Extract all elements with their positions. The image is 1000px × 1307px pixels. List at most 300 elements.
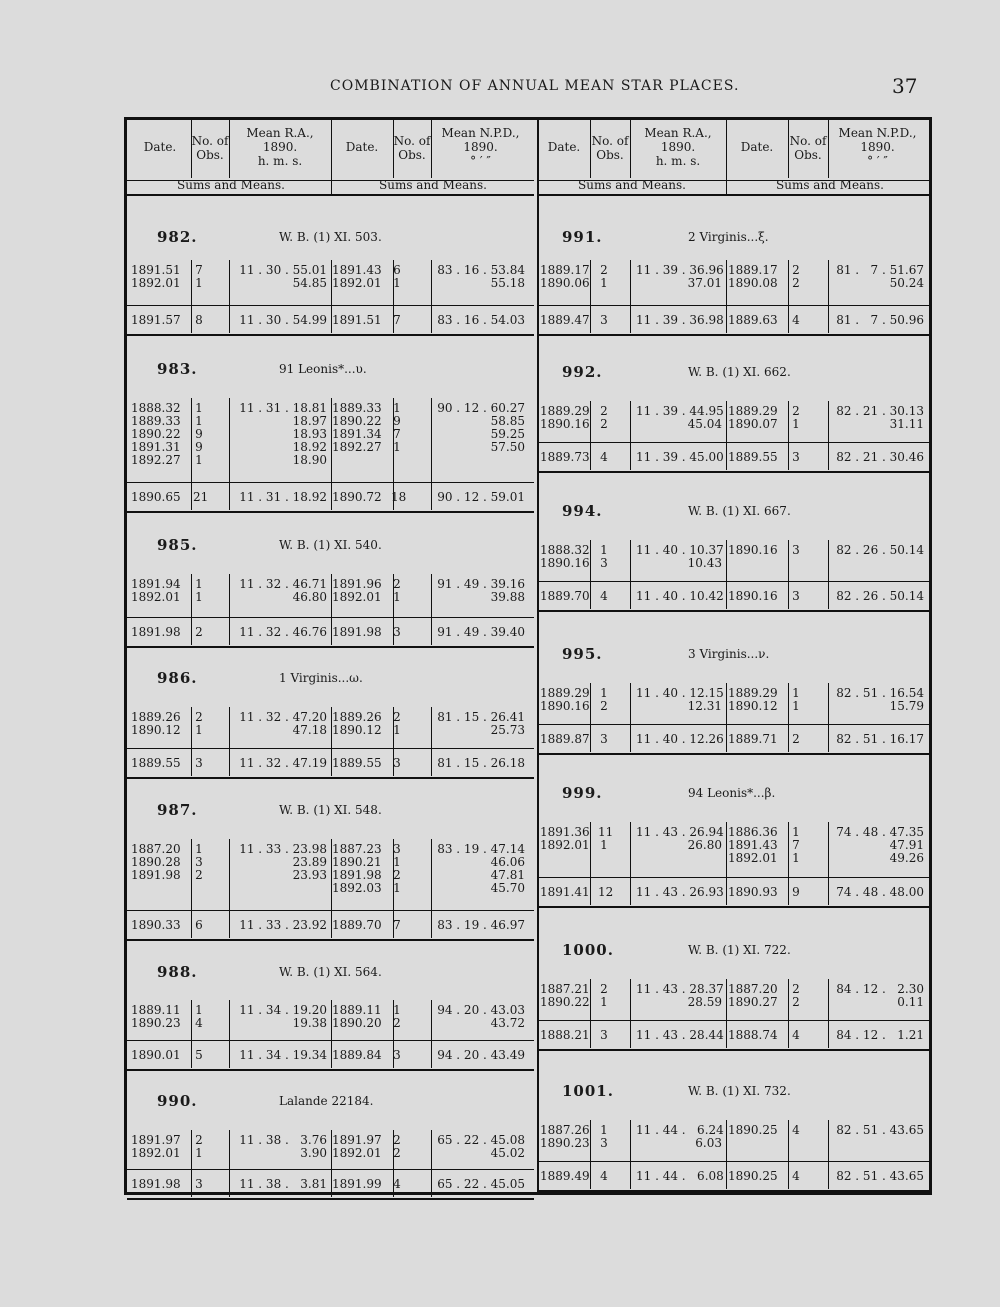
table-cell: 1889.29: [728, 404, 778, 418]
header-label: ° ′ ″: [470, 154, 491, 168]
table-cell: 1890.12: [131, 723, 181, 737]
table-cell: 1887.26: [540, 1123, 590, 1137]
table-cell: 7: [195, 263, 203, 277]
table-cell: 11 . 43 . 28.37: [636, 982, 724, 996]
table-cell: 1892.01: [332, 1146, 382, 1160]
header-label: Obs.: [398, 148, 426, 162]
mean-cell: 11 . 31 . 18.92: [239, 490, 327, 504]
table-cell: 1: [195, 723, 203, 737]
table-cell: 1891.97: [131, 1133, 181, 1147]
mean-cell: 11 . 39 . 36.98: [636, 313, 724, 327]
mean-cell: 12: [598, 885, 614, 899]
table-cell: 1887.20: [728, 982, 778, 996]
mean-cell: 11 . 39 . 45.00: [636, 450, 724, 464]
star-name: W. B. (1) XI. 503.: [279, 230, 382, 244]
table-cell: 82 . 21 . 30.13: [836, 404, 924, 418]
mean-cell: 83 . 19 . 46.97: [437, 918, 525, 932]
header-cell: [788, 120, 828, 178]
star-name: W. B. (1) XI. 667.: [688, 504, 791, 518]
mean-cell: 1891.98: [131, 1177, 181, 1191]
header-cell: [828, 120, 927, 178]
table-cell: 1: [393, 881, 401, 895]
mean-cell: 1889.70: [540, 589, 590, 603]
mean-cell: 94 . 20 . 43.49: [437, 1048, 525, 1062]
table-cell: 1890.12: [332, 723, 382, 737]
mean-cell: 11 . 34 . 19.34: [239, 1048, 327, 1062]
mean-cell: 1889.73: [540, 450, 590, 464]
mean-row: [127, 910, 534, 941]
mean-row: [538, 877, 929, 908]
table-cell: 54.85: [292, 276, 327, 290]
table-cell: 1890.21: [332, 855, 382, 869]
table-cell: 2: [792, 995, 800, 1009]
table-cell: 6: [393, 263, 401, 277]
table-cell: 1890.22: [540, 995, 590, 1009]
header-cell: [393, 120, 431, 178]
table-cell: 55.18: [490, 276, 525, 290]
table-cell: 1891.43: [728, 838, 778, 852]
table-cell: 26.80: [687, 838, 722, 852]
table-cell: 1891.36: [540, 825, 590, 839]
table-cell: 2: [600, 982, 608, 996]
table-cell: 3: [195, 855, 203, 869]
mean-row: [127, 1169, 534, 1200]
table-cell: 2: [393, 1133, 401, 1147]
star-name: W. B. (1) XI. 662.: [688, 365, 791, 379]
table-cell: 11: [598, 825, 614, 839]
table-cell: 11 . 43 . 26.94: [636, 825, 724, 839]
mean-cell: 7: [393, 918, 401, 932]
table-cell: 91 . 49 . 39.16: [437, 577, 525, 591]
mean-row: [538, 724, 929, 755]
table-cell: 1889.29: [540, 404, 590, 418]
mean-cell: 11 . 33 . 23.92: [239, 918, 327, 932]
table-cell: 1: [393, 401, 401, 415]
mean-row: [538, 305, 929, 336]
table-cell: 1: [195, 401, 203, 415]
table-cell: 1: [600, 838, 608, 852]
header-label: No. of: [591, 134, 629, 148]
mean-row: [127, 482, 534, 513]
table-cell: 58.85: [490, 414, 525, 428]
observation-rows: [538, 979, 929, 1013]
table-cell: 81 . 7 . 51.67: [836, 263, 924, 277]
column-header: [127, 120, 534, 181]
mean-row: [127, 617, 534, 648]
mean-cell: 7: [393, 313, 401, 327]
mean-cell: 11 . 32 . 47.19: [239, 756, 327, 770]
table-cell: 82 . 51 . 43.65: [836, 1123, 924, 1137]
header-label: Obs.: [196, 148, 224, 162]
header-label: 1890.: [262, 140, 298, 154]
mean-cell: 82 . 51 . 16.17: [836, 732, 924, 746]
mean-cell: 4: [393, 1177, 401, 1191]
header-label: No. of: [393, 134, 431, 148]
mean-cell: 82 . 51 . 43.65: [836, 1169, 924, 1183]
table-cell: 47.91: [889, 838, 924, 852]
table-cell: 46.80: [292, 590, 327, 604]
table-cell: 1: [195, 577, 203, 591]
table-cell: 90 . 12 . 60.27: [437, 401, 525, 415]
table-cell: 45.70: [490, 881, 525, 895]
mean-cell: 21: [193, 490, 209, 504]
star-number: 986.: [157, 669, 198, 687]
mean-cell: 4: [600, 450, 608, 464]
observation-rows: [538, 1120, 929, 1154]
mean-cell: 18: [391, 490, 407, 504]
mean-row: [538, 581, 929, 612]
mean-cell: 74 . 48 . 48.00: [836, 885, 924, 899]
table-cell: 15.79: [889, 699, 924, 713]
observation-rows: [538, 401, 929, 435]
table-cell: 11 . 38 . 3.76: [239, 1133, 327, 1147]
table-cell: 1890.22: [131, 427, 181, 441]
table-cell: 31.11: [889, 417, 924, 431]
sums-rule: [726, 178, 727, 194]
table-cell: 59.25: [490, 427, 525, 441]
sums-and-means-row: [538, 178, 929, 196]
table-cell: 23.89: [292, 855, 327, 869]
mean-cell: 11 . 43 . 26.93: [636, 885, 724, 899]
mean-cell: 5: [195, 1048, 203, 1062]
mean-cell: 1890.72: [332, 490, 382, 504]
table-cell: 1892.27: [131, 453, 181, 467]
table-cell: 94 . 20 . 43.03: [437, 1003, 525, 1017]
header-label: ° ′ ″: [867, 154, 888, 168]
mean-cell: 4: [600, 589, 608, 603]
mean-cell: 6: [195, 918, 203, 932]
table-cell: 1891.96: [332, 577, 382, 591]
table-cell: 43.72: [490, 1016, 525, 1030]
mean-cell: 82 . 21 . 30.46: [836, 450, 924, 464]
table-cell: 1890.20: [332, 1016, 382, 1030]
header-rule: [393, 120, 394, 178]
table-cell: 1886.36: [728, 825, 778, 839]
header-cell: [630, 120, 726, 178]
table-cell: 11 . 40 . 12.15: [636, 686, 724, 700]
mean-cell: 11 . 44 . 6.08: [636, 1169, 724, 1183]
table-cell: 7: [393, 427, 401, 441]
mean-row: [538, 442, 929, 473]
star-name: 94 Leonis*...β.: [688, 786, 776, 800]
table-cell: 84 . 12 . 2.30: [836, 982, 924, 996]
table-cell: 1: [792, 699, 800, 713]
table-cell: 1888.32: [131, 401, 181, 415]
table-cell: 2: [792, 404, 800, 418]
star-name: W. B. (1) XI. 732.: [688, 1084, 791, 1098]
mean-cell: 1890.33: [131, 918, 181, 932]
table-cell: 7: [792, 838, 800, 852]
table-cell: 23.93: [292, 868, 327, 882]
table-cell: 1889.11: [332, 1003, 382, 1017]
table-cell: 1889.11: [131, 1003, 181, 1017]
table-cell: 12.31: [687, 699, 722, 713]
mean-cell: 1890.01: [131, 1048, 181, 1062]
table-cell: 37.01: [687, 276, 722, 290]
header-cell: [538, 120, 590, 178]
table-cell: 18.92: [292, 440, 327, 454]
header-label: Date.: [547, 140, 581, 154]
header-rule: [726, 120, 727, 178]
star-name: W. B. (1) XI. 540.: [279, 538, 382, 552]
star-number: 988.: [157, 963, 198, 981]
header-cell: [191, 120, 229, 178]
table-cell: 47.81: [490, 868, 525, 882]
table-cell: 1892.01: [332, 590, 382, 604]
table-cell: 1890.16: [540, 699, 590, 713]
table-cell: 81 . 15 . 26.41: [437, 710, 525, 724]
mean-row: [538, 1161, 929, 1192]
mean-cell: 1891.99: [332, 1177, 382, 1191]
header-rule: [431, 120, 432, 178]
header-cell: [129, 120, 191, 178]
star-name: 3 Virginis...ν.: [688, 647, 770, 661]
table-cell: 2: [393, 1016, 401, 1030]
observation-rows: [538, 260, 929, 294]
table-cell: 28.59: [687, 995, 722, 1009]
mean-cell: 4: [792, 1028, 800, 1042]
table-cell: 1890.22: [332, 414, 382, 428]
mean-cell: 2: [792, 732, 800, 746]
table-cell: 1892.01: [728, 851, 778, 865]
left-half: [127, 120, 534, 1192]
table-cell: 4: [195, 1016, 203, 1030]
table-cell: 1: [393, 590, 401, 604]
table-cell: 74 . 48 . 47.35: [836, 825, 924, 839]
header-label: No. of: [191, 134, 229, 148]
mean-cell: 8: [195, 313, 203, 327]
mean-cell: 1889.55: [332, 756, 382, 770]
right-half: [538, 120, 929, 1192]
star-name: Lalande 22184.: [279, 1094, 374, 1108]
table-cell: 11 . 30 . 55.01: [239, 263, 327, 277]
star-number: 1001.: [562, 1082, 614, 1100]
mean-cell: 1891.51: [332, 313, 382, 327]
table-cell: 9: [195, 427, 203, 441]
header-cell: [726, 120, 788, 178]
table-cell: 2: [195, 868, 203, 882]
table-cell: 1888.32: [540, 543, 590, 557]
table-cell: 11 . 31 . 18.81: [239, 401, 327, 415]
mean-cell: 81 . 7 . 50.96: [836, 313, 924, 327]
mean-cell: 90 . 12 . 59.01: [437, 490, 525, 504]
header-rule: [630, 120, 631, 178]
header-label: Obs.: [596, 148, 624, 162]
table-cell: 1889.33: [131, 414, 181, 428]
table-cell: 1889.17: [540, 263, 590, 277]
mean-row: [127, 748, 534, 779]
header-rule: [828, 120, 829, 178]
table-cell: 46.06: [490, 855, 525, 869]
table-cell: 1: [600, 995, 608, 1009]
table-cell: 1891.34: [332, 427, 382, 441]
table-cell: 1887.21: [540, 982, 590, 996]
table-cell: 1890.23: [131, 1016, 181, 1030]
mean-cell: 11 . 30 . 54.99: [239, 313, 327, 327]
table-cell: 45.04: [687, 417, 722, 431]
header-label: h. m. s.: [257, 154, 303, 168]
mean-cell: 84 . 12 . 1.21: [836, 1028, 924, 1042]
header-label: 1890.: [860, 140, 895, 154]
header-label: 1890.: [463, 140, 498, 154]
table-cell: 1891.97: [332, 1133, 382, 1147]
table-cell: 9: [393, 414, 401, 428]
table-frame: [124, 117, 932, 1195]
table-cell: 1890.07: [728, 417, 778, 431]
mean-cell: 81 . 15 . 26.18: [437, 756, 525, 770]
table-cell: 1: [792, 851, 800, 865]
mean-cell: 11 . 38 . 3.81: [239, 1177, 327, 1191]
mean-cell: 2: [195, 625, 203, 639]
table-cell: 11 . 40 . 10.37: [636, 543, 724, 557]
mean-cell: 1890.65: [131, 490, 181, 504]
table-cell: 2: [792, 263, 800, 277]
table-cell: 2: [393, 868, 401, 882]
mean-cell: 3: [195, 756, 203, 770]
table-cell: 11 . 44 . 6.24: [636, 1123, 724, 1137]
sums-label: Sums and Means.: [177, 178, 285, 192]
table-cell: 2: [195, 710, 203, 724]
mean-cell: 3: [792, 589, 800, 603]
table-cell: 1891.31: [131, 440, 181, 454]
table-cell: 1: [393, 276, 401, 290]
mean-cell: 1891.98: [332, 625, 382, 639]
table-cell: 1890.25: [728, 1123, 778, 1137]
star-number: 994.: [562, 502, 603, 520]
table-cell: 1: [195, 842, 203, 856]
star-number: 982.: [157, 228, 198, 246]
table-cell: 39.88: [490, 590, 525, 604]
table-cell: 4: [792, 1123, 800, 1137]
table-cell: 10.43: [687, 556, 722, 570]
table-cell: 3: [792, 543, 800, 557]
table-cell: 1887.23: [332, 842, 382, 856]
table-cell: 3: [393, 842, 401, 856]
table-cell: 1: [792, 417, 800, 431]
mean-cell: 82 . 26 . 50.14: [836, 589, 924, 603]
sums-label: Sums and Means.: [379, 178, 487, 192]
table-cell: 2: [600, 699, 608, 713]
table-cell: 11 . 33 . 23.98: [239, 842, 327, 856]
mean-cell: 1890.93: [728, 885, 778, 899]
table-cell: 1: [195, 1003, 203, 1017]
table-cell: 1892.01: [131, 590, 181, 604]
table-cell: 45.02: [490, 1146, 525, 1160]
star-number: 990.: [157, 1092, 198, 1110]
table-cell: 1889.17: [728, 263, 778, 277]
table-cell: 3.90: [300, 1146, 327, 1160]
header-cell: [229, 120, 331, 178]
table-cell: 1892.01: [332, 276, 382, 290]
header-rule: [331, 120, 332, 178]
mean-cell: 3: [600, 313, 608, 327]
table-cell: 9: [195, 440, 203, 454]
star-name: 1 Virginis...ω.: [279, 671, 363, 685]
mean-cell: 1889.55: [131, 756, 181, 770]
observation-rows: [538, 822, 929, 869]
star-number: 991.: [562, 228, 603, 246]
header-label: h. m. s.: [655, 154, 701, 168]
mean-cell: 65 . 22 . 45.05: [437, 1177, 525, 1191]
mean-cell: 3: [393, 756, 401, 770]
table-cell: 1: [600, 543, 608, 557]
table-cell: 18.90: [292, 453, 327, 467]
mean-cell: 1889.47: [540, 313, 590, 327]
mean-cell: 11 . 43 . 28.44: [636, 1028, 724, 1042]
table-cell: 50.24: [889, 276, 924, 290]
mean-cell: 1888.21: [540, 1028, 590, 1042]
star-name: W. B. (1) XI. 722.: [688, 943, 791, 957]
mean-cell: 83 . 16 . 54.03: [437, 313, 525, 327]
star-name: W. B. (1) XI. 564.: [279, 965, 382, 979]
mean-cell: 1889.55: [728, 450, 778, 464]
table-cell: 1: [195, 1146, 203, 1160]
table-cell: 49.26: [889, 851, 924, 865]
mean-cell: 11 . 32 . 46.76: [239, 625, 327, 639]
mean-cell: 1889.70: [332, 918, 382, 932]
table-cell: 1890.23: [540, 1136, 590, 1150]
table-cell: 1: [600, 276, 608, 290]
header-cell: [331, 120, 393, 178]
mean-row: [127, 1040, 534, 1071]
mean-cell: 11 . 40 . 12.26: [636, 732, 724, 746]
table-cell: 19.38: [292, 1016, 327, 1030]
table-cell: 3: [600, 1136, 608, 1150]
table-cell: 25.73: [490, 723, 525, 737]
table-cell: 11 . 34 . 19.20: [239, 1003, 327, 1017]
column-header: [538, 120, 929, 181]
star-name: 2 Virginis...ξ.: [688, 230, 769, 244]
table-cell: 0.11: [897, 995, 924, 1009]
header-label: Mean N.P.D.,: [838, 126, 917, 140]
table-cell: 1890.16: [540, 556, 590, 570]
table-cell: 1889.26: [131, 710, 181, 724]
table-cell: 1890.16: [540, 417, 590, 431]
header-label: Date.: [345, 140, 379, 154]
table-cell: 1: [792, 686, 800, 700]
table-cell: 11 . 32 . 46.71: [239, 577, 327, 591]
table-cell: 1890.27: [728, 995, 778, 1009]
observation-rows: [538, 683, 929, 717]
table-cell: 1: [600, 686, 608, 700]
header-label: 1890.: [660, 140, 696, 154]
observation-rows: [538, 540, 929, 574]
header-rule: [191, 120, 192, 178]
table-cell: 1891.51: [131, 263, 181, 277]
table-cell: 1890.06: [540, 276, 590, 290]
table-cell: 11 . 39 . 36.96: [636, 263, 724, 277]
table-cell: 2: [792, 276, 800, 290]
mean-cell: 1891.41: [540, 885, 590, 899]
table-cell: 1: [195, 453, 203, 467]
mean-cell: 3: [393, 625, 401, 639]
mean-row: [538, 1020, 929, 1051]
table-cell: 1890.12: [728, 699, 778, 713]
mean-cell: 1890.16: [728, 589, 778, 603]
sums-label: Sums and Means.: [776, 178, 884, 192]
mean-cell: 4: [792, 1169, 800, 1183]
mean-cell: 1889.84: [332, 1048, 382, 1062]
star-number: 987.: [157, 801, 198, 819]
mean-cell: 1891.98: [131, 625, 181, 639]
table-cell: 1892.01: [131, 1146, 181, 1160]
table-cell: 1889.33: [332, 401, 382, 415]
header-rule: [229, 120, 230, 178]
mean-cell: 1889.49: [540, 1169, 590, 1183]
table-cell: 2: [393, 1146, 401, 1160]
table-cell: 1: [393, 855, 401, 869]
header-label: Mean R.A.,: [644, 126, 712, 140]
